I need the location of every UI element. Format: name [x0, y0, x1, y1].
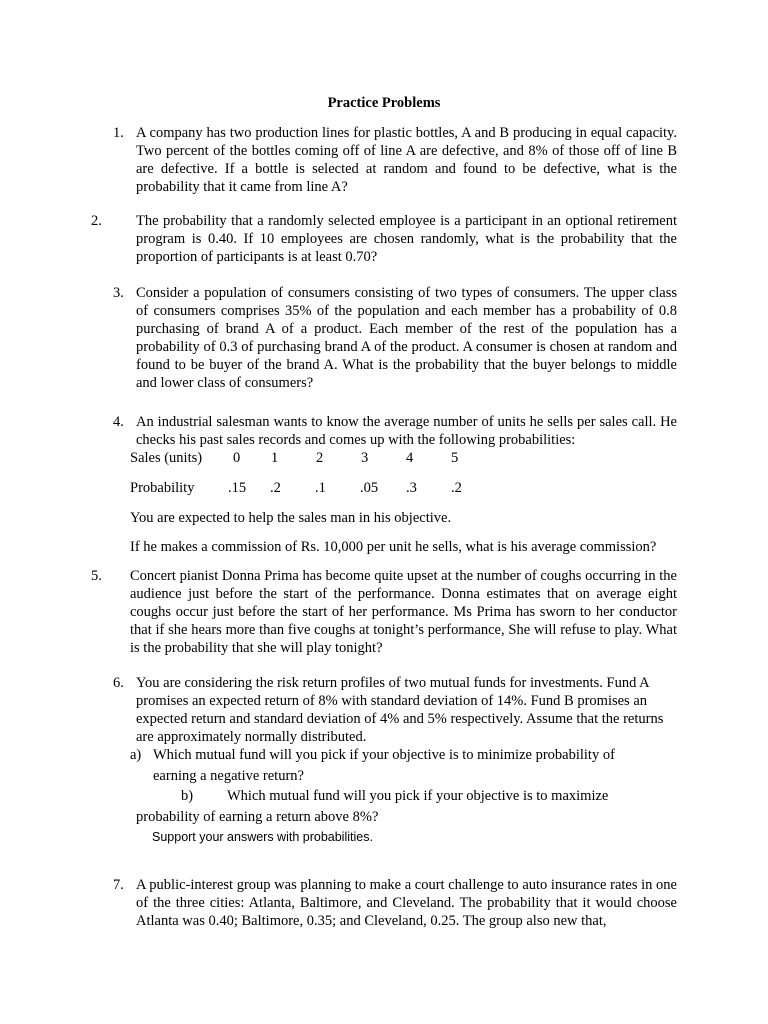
page-title: Practice Problems — [327, 95, 441, 111]
sales-value: 4 — [406, 450, 414, 466]
problem-5-number: 5. — [91, 568, 102, 584]
probability-value: .05 — [360, 480, 379, 496]
problem-5-text: Concert pianist Donna Prima has become quite upset at the number of coughs occurring in the audience just before the start of the performance. Donna estimates that on average eight coughs occur just before the start of her performance. Ms Prima has sworn to her conductor that if she hears more than five coughs at tonight’s performance, She will refuse to play. What is the probability that she will play tonight? — [130, 568, 677, 656]
sub-question-a-label: a) — [130, 747, 142, 763]
problem-6-number: 6. — [113, 675, 124, 691]
problem-2-text: The probability that a randomly selected employee is a participant in an optional retirement program is 0.40. If 10 employees are chosen randomly, what is the probability that the proportion of participants is at least 0.70? — [136, 213, 677, 265]
probability-value: .2 — [270, 480, 281, 496]
probability-value: .1 — [315, 480, 326, 496]
sales-value: 3 — [361, 450, 369, 466]
problem-4-number: 4. — [113, 414, 124, 430]
problem-6-text: You are considering the risk return profiles of two mutual funds for investments. Fund A promises an expected return of 8% with standard deviation of 14%. Fund B promises an expected return and standard deviation of 4% and 5% respectively. Assume that the returns are approximately normally distributed. — [136, 675, 664, 745]
probability-value: .3 — [406, 480, 417, 496]
problem-4-text: An industrial salesman wants to know the average number of units he sells per sales call. He checks his past sales records and comes up with the following probabilities: — [136, 414, 677, 448]
sales-value: 2 — [316, 450, 324, 466]
probability-value: .15 — [228, 480, 247, 496]
sub-question-b-label: b) — [181, 788, 194, 804]
sub-question-a-line: Which mutual fund will you pick if your objective is to minimize probability of — [153, 747, 615, 763]
sales-value: 5 — [451, 450, 459, 466]
problem-1-text: A company has two production lines for plastic bottles, A and B producing in equal capacity. Two percent of the bottles coming off of line A are defective, and 8% of those off of line B are defective. If a bottle is selected at random and found to be defective, what is the probability that it came from line A? — [136, 125, 677, 195]
sales-value: 1 — [271, 450, 279, 466]
probability-label: Probability — [130, 480, 195, 496]
problem-4-instruction: You are expected to help the sales man in his objective. — [130, 510, 452, 526]
sales-label: Sales (units) — [130, 450, 203, 466]
problem-1-number: 1. — [113, 125, 124, 141]
sales-value: 0 — [233, 450, 241, 466]
problem-2-number: 2. — [91, 213, 102, 229]
probability-value: .2 — [451, 480, 462, 496]
problem-7-number: 7. — [113, 877, 124, 893]
support-note: Support your answers with probabilities. — [152, 830, 373, 844]
problem-3-text: Consider a population of consumers consisting of two types of consumers. The upper class of consumers comprises 35% of the population and each member has a probability of 0.8 purchasing of brand A of a product. Each member of the rest of the population has a probability of 0.3 of purchasing brand A of the product. A consumer is chosen at random and found to be buyer of the brand A. What is the probability that the buyer belongs to middle and lower class of consumers? — [136, 285, 677, 391]
problem-4-question: If he makes a commission of Rs. 10,000 per unit he sells, what is his average commission? — [130, 539, 657, 555]
sub-question-a-line: earning a negative return? — [153, 768, 304, 784]
problem-3-number: 3. — [113, 285, 124, 301]
problem-7-text: A public-interest group was planning to make a court challenge to auto insurance rates in one of the three cities: Atlanta, Baltimore, and Cleveland. The probability that it would choose Atlanta was 0.40; Baltimore, 0.35; and Cleveland, 0.25. The group also new that, — [136, 877, 677, 929]
sub-question-b-line: probability of earning a return above 8%? — [136, 809, 379, 825]
sub-question-b-line: Which mutual fund will you pick if your objective is to maximize — [227, 788, 609, 804]
